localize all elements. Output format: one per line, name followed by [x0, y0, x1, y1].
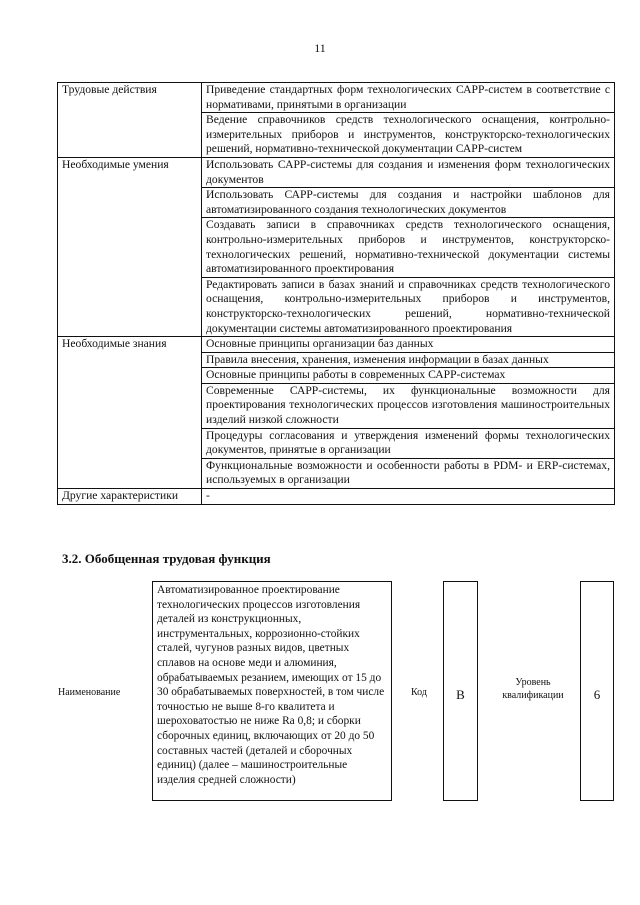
row-label-labor-actions: Трудовые действия: [58, 83, 202, 158]
table-row: [58, 83, 615, 113]
code-value: B: [443, 581, 478, 801]
table-cell: Правила внесения, хранения, изменения информации в базах данных: [202, 352, 615, 368]
table-cell: Приведение стандартных форм технологических САРР-систем в соответствие с нормативами, принятыми в организации: [202, 83, 615, 113]
page-number: 11: [314, 41, 326, 55]
table-cell: Процедуры согласования и утверждения изменений формы технологических документов, принятые в организации: [202, 428, 615, 458]
table-cell: Создавать записи в справочниках средств технологического оснащения, контрольно-измерительных приборов и инструментов, конструкторско-технологических решений, нормативно-технической документации системы автоматизированного проектирования: [202, 218, 615, 277]
table-cell: Современные САРР-системы, их функциональные возможности для проектирования технологических процессов изготовления машиностроительных изделий низкой сложности: [202, 383, 615, 428]
labor-functions-table: [57, 82, 615, 505]
qualification-level-value: 6: [580, 581, 614, 801]
section-title: 3.2. Обобщенная трудовая функция: [62, 551, 271, 566]
row-label-required-knowledge: Необходимые знания: [58, 337, 202, 489]
table-row: [58, 489, 615, 505]
table-row: [58, 337, 615, 353]
function-name-label: Наименование: [58, 687, 121, 698]
table-cell: Функциональные возможности и особенности работы в PDM- и ERP-системах, используемых в организации: [202, 458, 615, 488]
function-name-text: Автоматизированное проектирование технологических процессов изготовления деталей из конструкционных, инструментальных, коррозионно-стойких сталей, чугунов разных видов, цветных сплавов на основе меди и алюминия, обрабатываемых резанием, имеющих от 15 до 30 обрабатываемых поверхностей, в том числе точностью не выше 8-го квалитета и шероховатостью не ниже Ra 0,8; и сборки сборочных единиц, включающих от 20 до 50 составных частей (деталей и сборочных единиц) (далее – машиностроительные изделия средней сложности): [152, 581, 392, 801]
row-label-other-characteristics: Другие характеристики: [58, 489, 202, 505]
table-cell: Использовать САРР-системы для создания и изменения форм технологических документов: [202, 157, 615, 187]
qualification-level-label: Уровень квалификации: [502, 677, 564, 701]
table-cell: Основные принципы организации баз данных: [202, 337, 615, 353]
table-cell: -: [202, 489, 615, 505]
table-cell: Основные принципы работы в современных САРР-системах: [202, 368, 615, 384]
row-label-required-skills: Необходимые умения: [58, 157, 202, 336]
table-cell: Использовать САРР-системы для создания и настройки шаблонов для автоматизированного создания технологических документов: [202, 188, 615, 218]
code-label: Код: [411, 687, 427, 698]
table-cell: Редактировать записи в базах знаний и справочниках средств технологического оснащения, контрольно-измерительных приборов и инструментов, конструкторско-технологических решений, нормативно-технической документации системы автоматизированного проектирования: [202, 277, 615, 336]
table-cell: Ведение справочников средств технологического оснащения, контрольно-измерительных приборов и инструментов, конструкторско-технологических решений, нормативно-технической документации САРР-систем: [202, 113, 615, 158]
table-row: [58, 157, 615, 187]
